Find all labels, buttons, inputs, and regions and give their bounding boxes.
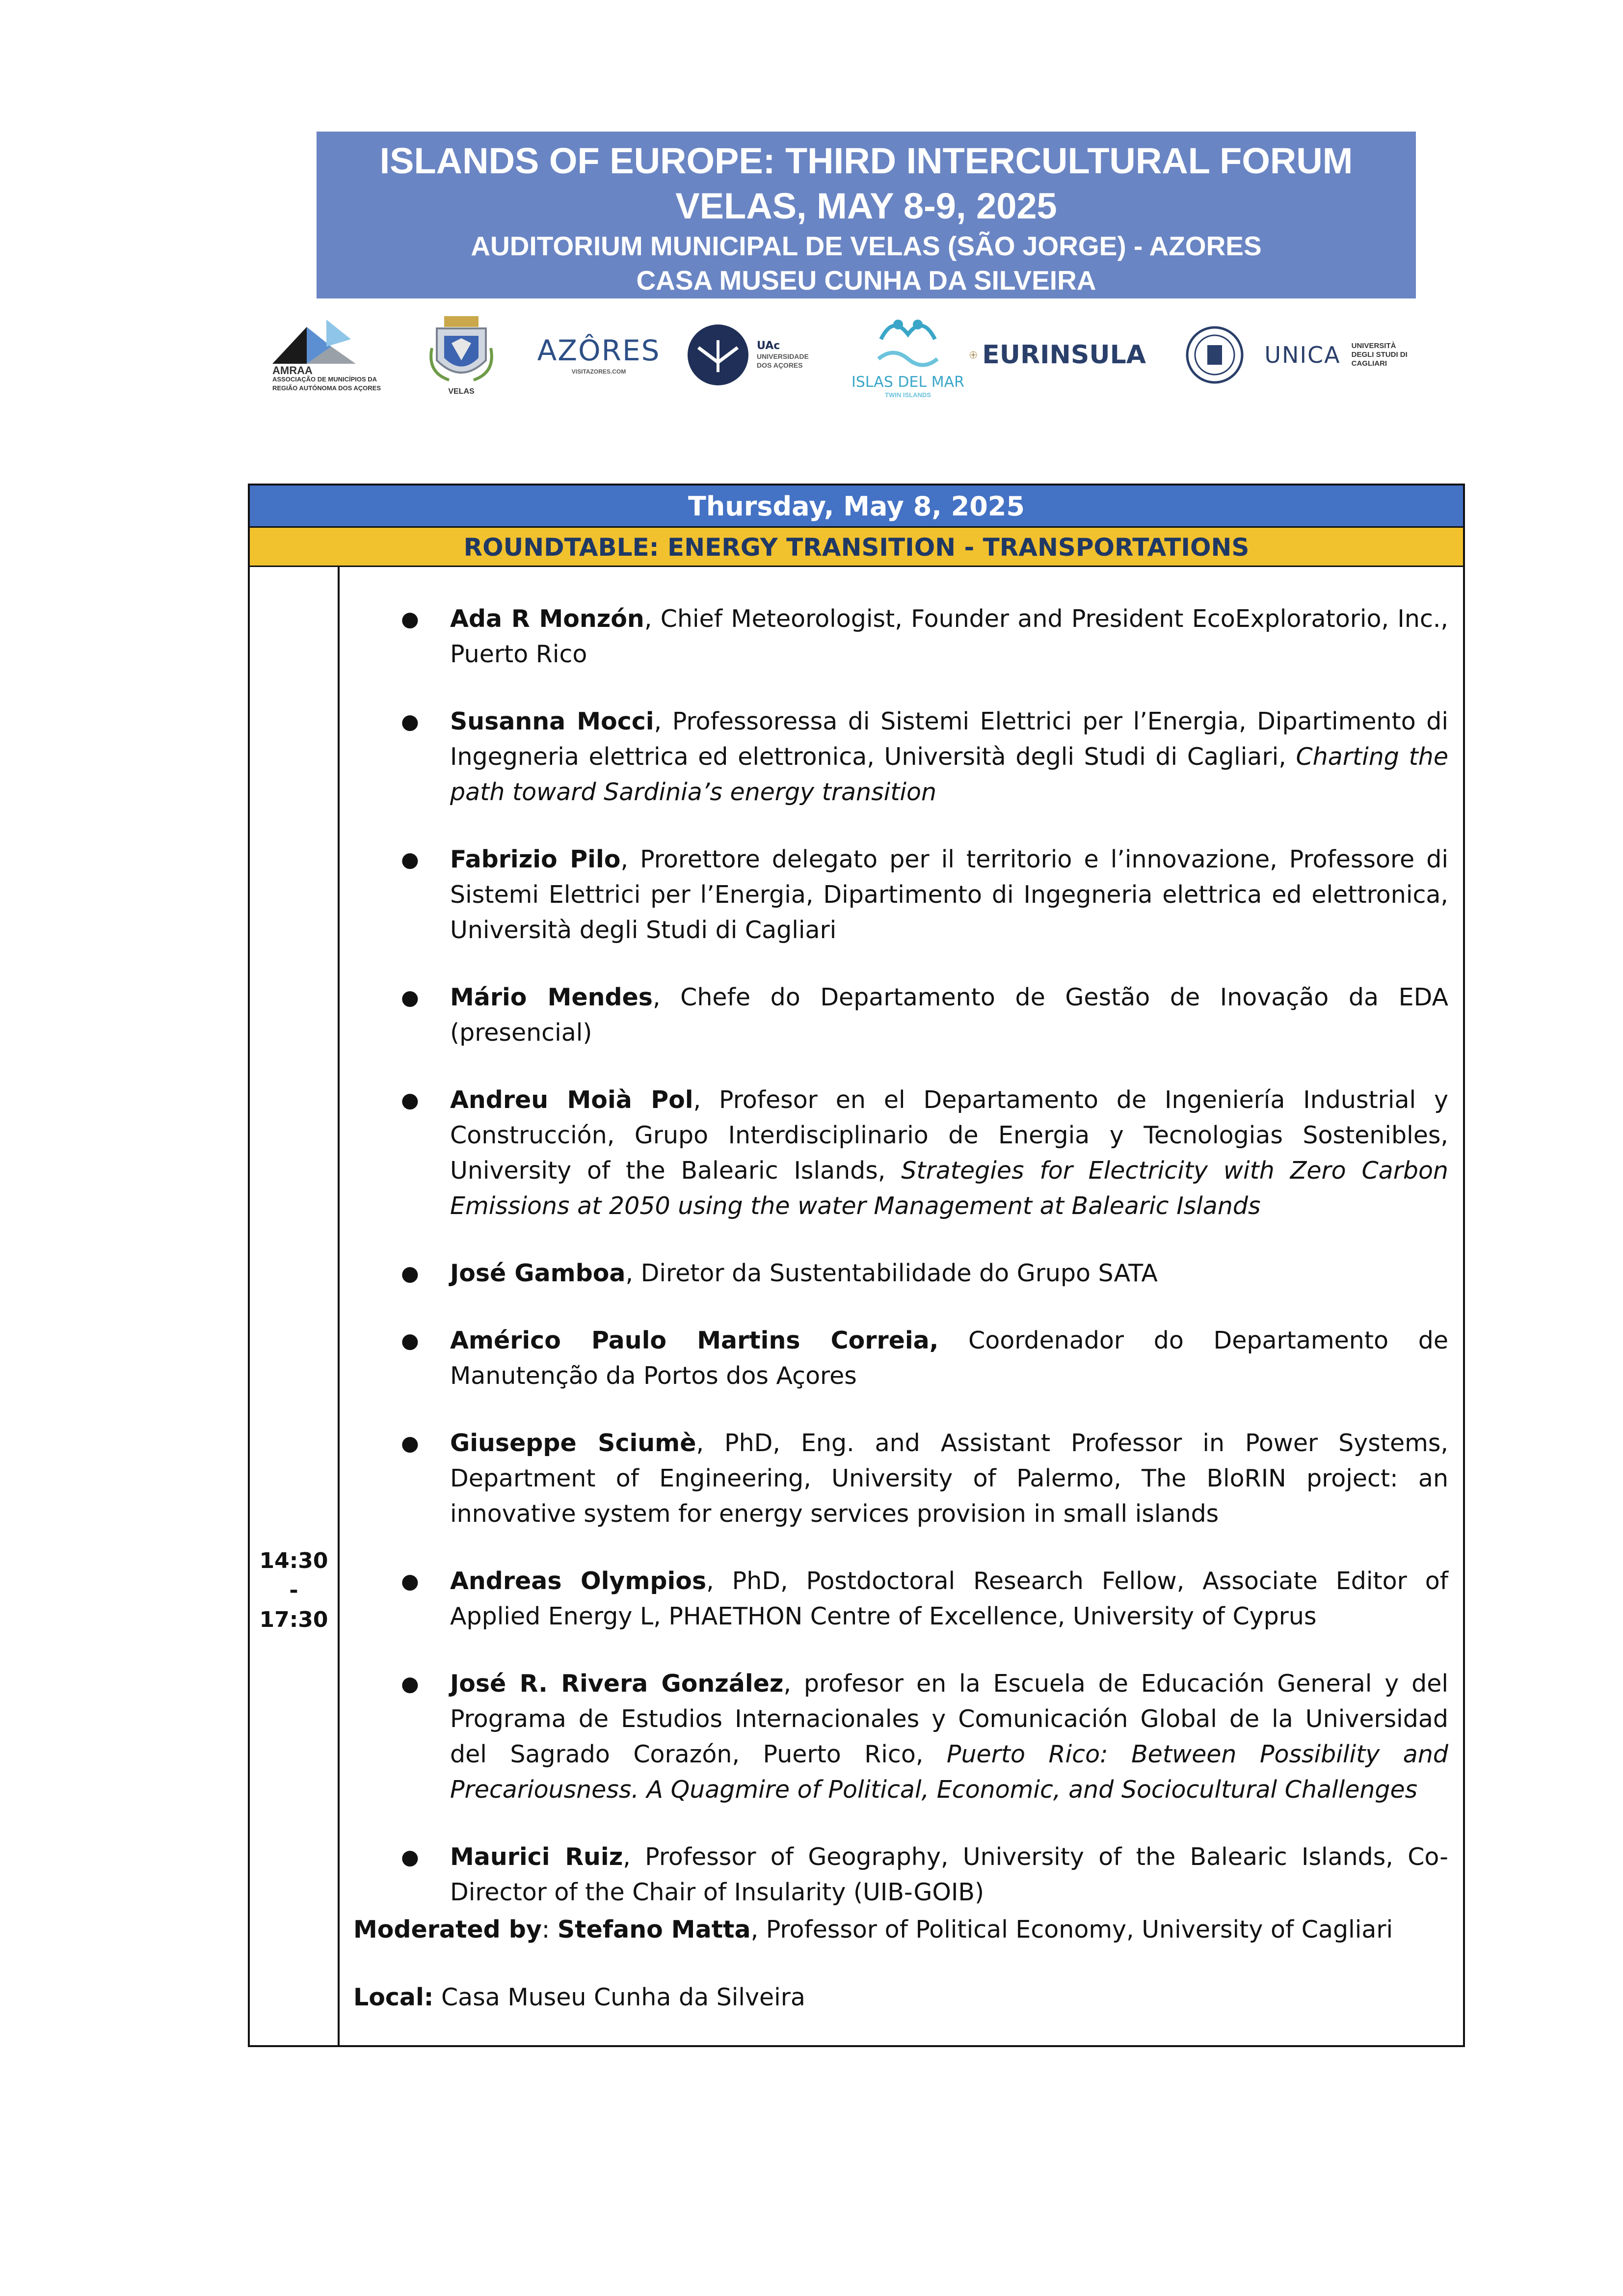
speaker-talk-title: Strategies for Electricity with Zero Carbon Emissions at 2050 using the water Management at Balearic Islands xyxy=(450,1157,1448,1220)
bullet-icon: ● xyxy=(401,1431,419,1455)
islas-del-mar-logo: ISLAS DEL MAR TWIN ISLANDS xyxy=(851,302,964,407)
event-title: ISLANDS OF EUROPE: THIRD INTERCULTURAL FORUM xyxy=(379,140,1353,181)
program-table xyxy=(248,484,1465,2047)
speaker-name: José R. Rivera González xyxy=(450,1670,784,1698)
speaker-talk-title: Charting the path toward Sardinia’s energy transition xyxy=(450,743,1448,806)
partner-logos xyxy=(272,302,1421,407)
speaker-affiliation: , Prorettore delegato per il territorio e l’innovazione, Professore di Sistemi Elettrici per l’Energia, Dipartimento di Ingegneria elettrica ed elettronica, Università degli Studi di Cagliari xyxy=(450,845,1448,944)
university-seal-icon xyxy=(1185,325,1244,384)
speaker-item xyxy=(340,1564,1463,1634)
session-time xyxy=(250,1546,338,1635)
speaker-name: Andreas Olympios xyxy=(450,1567,707,1595)
speaker-name: Fabrizio Pilo xyxy=(450,845,621,873)
speaker-item xyxy=(340,1839,1463,1910)
speaker-affiliation: , Professor of Geography, University of the Balearic Islands, Co-Director of the Chair of Insularity (UIB-GOIB) xyxy=(450,1843,1448,1906)
speaker-list xyxy=(340,601,1463,1942)
moderated-colon: : xyxy=(541,1916,558,1944)
eurinsula-logo: EURINSULA xyxy=(969,302,1146,407)
speaker-affiliation: , PhD, Postdoctoral Research Fellow, Associate Editor of Applied Energy L, PHAETHON Centre of Excellence, University of Cyprus xyxy=(450,1567,1449,1630)
speaker-name: Ada R Monzón xyxy=(450,605,644,633)
speaker-item xyxy=(340,1323,1463,1394)
session-content xyxy=(340,567,1463,2045)
speaker-item xyxy=(340,980,1463,1051)
wave-figures-icon xyxy=(874,310,942,374)
event-date: VELAS, MAY 8-9, 2025 xyxy=(675,186,1057,226)
speaker-name: José Gamboa xyxy=(450,1259,626,1287)
speaker-name: Giuseppe Sciumè xyxy=(450,1429,696,1457)
speaker-item xyxy=(340,704,1463,810)
speaker-affiliation: , PhD, Eng. and Assistant Professor in Power Systems, Department of Engineering, University of Palermo, The BloRIN project: an innovative system for energy services provision in small islands xyxy=(450,1429,1448,1528)
event-venue-2: CASA MUSEU CUNHA DA SILVEIRA xyxy=(636,265,1096,296)
uac-emblem-icon xyxy=(686,323,750,387)
speaker-item xyxy=(340,842,1463,948)
bullet-icon: ● xyxy=(401,1672,419,1696)
speaker-name: Andreu Moià Pol xyxy=(450,1086,693,1114)
speaker-name: Américo Paulo Martins Correia, xyxy=(450,1326,939,1354)
event-venue: AUDITORIUM MUNICIPAL DE VELAS (SÃO JORGE) - AZORES xyxy=(471,231,1262,261)
bullet-icon: ● xyxy=(401,847,419,871)
location-line xyxy=(353,1980,805,2015)
bullet-icon: ● xyxy=(401,985,419,1009)
azores-logo: AZÔRES VISITAZORES.COM xyxy=(537,333,661,375)
bullet-icon: ● xyxy=(401,1088,419,1112)
speaker-affiliation: , Professoressa di Sistemi Elettrici per l’Energia, Dipartimento di Ingegneria elettrica ed elettronica, Università degli Studi di Cagliari, xyxy=(450,707,1448,771)
speaker-affiliation: , Profesor en el Departamento de Ingeniería Industrial y Construcción, Grupo Interdisciplinario de Energia y Tecnologias Sostenibles, University of the Balearic Islands, xyxy=(450,1086,1448,1185)
time-start: 14:30 xyxy=(259,1548,328,1573)
event-banner xyxy=(317,132,1416,298)
time-end: 17:30 xyxy=(259,1607,328,1632)
speaker-item xyxy=(340,601,1463,672)
speaker-item xyxy=(340,1082,1463,1224)
speaker-item xyxy=(340,1426,1463,1532)
speaker-item xyxy=(340,1666,1463,1808)
bullet-icon: ● xyxy=(401,1569,419,1593)
amraa-logo: AMRAA ASSOCIAÇÃO DE MUNICÍPIOS DA REGIÃO AUTÓNOMA DOS AÇORES xyxy=(272,302,390,407)
unica-logo: UNICA UNIVERSITÀ DEGLI STUDI DI CAGLIARI xyxy=(1264,341,1408,368)
velas-crest-icon xyxy=(427,314,496,387)
velas-logo: VELAS xyxy=(420,302,503,407)
bullet-icon: ● xyxy=(401,1845,419,1869)
speaker-name: Maurici Ruiz xyxy=(450,1843,623,1871)
speaker-name: Susanna Mocci xyxy=(450,707,654,735)
bullet-icon: ● xyxy=(401,1328,419,1352)
speaker-affiliation: Coordenador do Departamento de Manutenção da Portos dos Açores xyxy=(450,1326,1448,1390)
speaker-affiliation: , Chief Meteorologist, Founder and President EcoExploratorio, Inc., Puerto Rico xyxy=(450,605,1448,668)
time-column xyxy=(250,567,340,2045)
speaker-affiliation: , Chefe do Departamento de Gestão de Inovação da EDA (presencial) xyxy=(450,983,1448,1047)
day-header: Thursday, May 8, 2025 xyxy=(250,486,1463,528)
moderator-name: Stefano Matta xyxy=(557,1916,751,1944)
speaker-name: Mário Mendes xyxy=(450,983,653,1011)
amraa-logo-icon xyxy=(272,317,371,366)
speaker-affiliation: , profesor en la Escuela de Educación General y del Programa de Estudios Internacionales y Comunicación Global de la Universidad del Sagrado Corazón, Puerto Rico, xyxy=(450,1670,1449,1768)
compass-rose-icon xyxy=(969,333,977,377)
bullet-icon: ● xyxy=(401,607,419,631)
cagliari-seal-logo xyxy=(1180,302,1249,407)
moderator-line xyxy=(353,1912,1393,1947)
bullet-icon: ● xyxy=(401,1261,419,1285)
session-header: ROUNDTABLE: ENERGY TRANSITION - TRANSPORTATIONS xyxy=(250,528,1463,567)
speaker-talk-title: Puerto Rico: Between Possibility and Precariousness. A Quagmire of Political, Economic, and Sociocultural Challenges xyxy=(450,1740,1448,1804)
speaker-affiliation: , Diretor da Sustentabilidade do Grupo SATA xyxy=(625,1259,1158,1287)
local-venue: Casa Museu Cunha da Silveira xyxy=(433,1983,805,2011)
time-separator: - xyxy=(289,1578,298,1603)
moderator-affiliation: , Professor of Political Economy, University of Cagliari xyxy=(750,1916,1393,1944)
speaker-item xyxy=(340,1256,1463,1291)
moderated-label: Moderated by xyxy=(353,1916,542,1944)
local-label: Local: xyxy=(353,1983,434,2011)
uac-logo: UAc UNIVERSIDADE DOS AÇORES xyxy=(680,302,827,407)
bullet-icon: ● xyxy=(401,709,419,733)
